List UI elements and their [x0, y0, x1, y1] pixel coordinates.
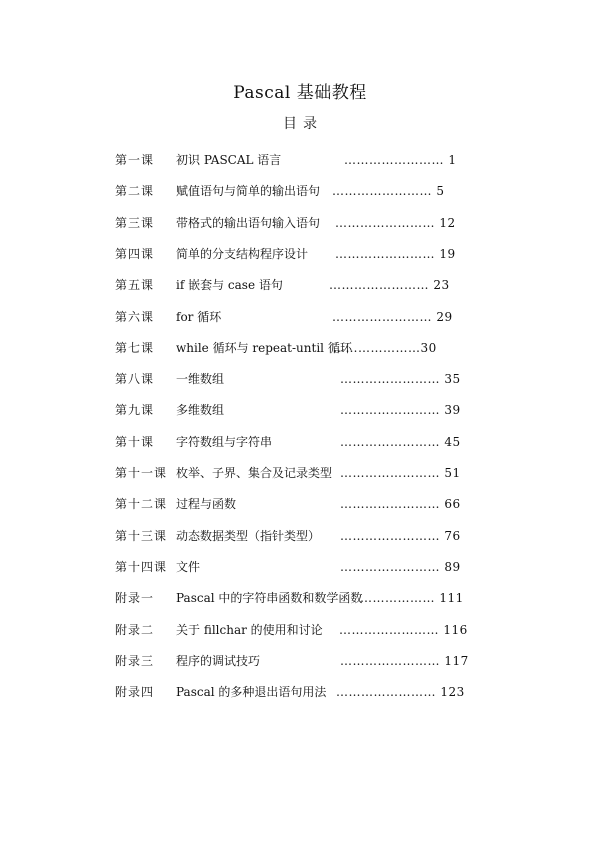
toc-entry-leader-and-page — [339, 620, 468, 640]
toc-entry-leader-and-page — [340, 526, 461, 546]
toc-entry-lesson: 附录三 — [115, 653, 155, 668]
toc-entry-lesson: 第十二课 — [115, 497, 168, 512]
toc-entry-leader: …………………… — [340, 653, 440, 668]
toc-entry — [0, 400, 600, 420]
toc-entry — [0, 244, 600, 264]
toc-entry-page-number: 117 — [444, 653, 469, 668]
toc-entry — [0, 494, 600, 514]
toc-entry-lesson: 第十三课 — [115, 528, 168, 543]
toc-entry-page-number: 116 — [443, 622, 468, 637]
toc-entry-topic: 字符数组与字符串 — [176, 434, 273, 449]
toc-entry-leader-and-page — [336, 682, 465, 702]
toc-entry-lesson: 附录二 — [115, 622, 155, 637]
toc-entry-leader: …………………… — [332, 309, 432, 324]
toc-entry-leader: …………………… — [339, 622, 439, 637]
toc-entry — [0, 682, 600, 702]
toc-entry-leader: …………………… — [340, 497, 440, 512]
toc-entry-topic: 动态数据类型（指针类型） — [176, 528, 321, 543]
toc-entry-lesson: 第九课 — [115, 403, 155, 418]
toc-entry-lesson: 第三课 — [115, 215, 155, 230]
toc-entry — [0, 526, 600, 546]
toc-entry-leader-and-page — [333, 338, 437, 358]
toc-entry-topic: Pascal 的多种退出语句用法 — [176, 685, 327, 700]
toc-entry-leader: …………………… — [329, 278, 429, 293]
toc-entry-topic: 简单的分支结构程序设计 — [176, 246, 309, 261]
toc-entry-leader-and-page — [340, 463, 461, 483]
toc-entry-topic: 过程与函数 — [176, 497, 237, 512]
toc-entry-leader-and-page — [340, 432, 461, 452]
toc-entry-page-number: 45 — [444, 434, 461, 449]
toc-entry-page-number: 76 — [444, 528, 461, 543]
toc-entry-lesson: 第十课 — [115, 434, 155, 449]
toc-entry-page-number: 35 — [444, 372, 461, 387]
toc-entry-topic: while 循环与 repeat-until 循环 — [176, 340, 352, 355]
toc-entry-topic: Pascal 中的字符串函数和数学函数 — [176, 591, 363, 606]
toc-entry — [0, 213, 600, 233]
toc-entry-topic: 关于 fillchar 的使用和讨论 — [176, 622, 323, 637]
toc-entry-lesson: 第十一课 — [115, 466, 168, 480]
toc-entry-leader-and-page — [340, 400, 461, 420]
toc-entry-lesson: 附录四 — [115, 685, 155, 700]
toc-entry-leader: …………………… — [340, 434, 440, 449]
toc-entry-leader-and-page — [329, 275, 450, 295]
toc-entry-leader: ………………… — [333, 340, 421, 355]
toc-entry-leader-and-page — [340, 369, 461, 389]
toc-entry-page-number: 39 — [444, 403, 461, 418]
toc-entry-lesson: 第八课 — [115, 372, 155, 387]
toc-entry-page-number: 1 — [448, 153, 457, 167]
toc-entry-leader-and-page — [332, 307, 453, 327]
toc-entry — [0, 651, 600, 671]
toc-entry-lesson: 第五课 — [115, 278, 155, 293]
toc-entry-topic: 文件 — [176, 559, 201, 574]
toc-entry — [0, 588, 600, 608]
toc-entry-leader: …………………… — [340, 403, 440, 418]
toc-entry-lesson: 第十四课 — [115, 559, 168, 574]
toc-entry-page-number: 5 — [436, 184, 445, 199]
toc-entry-page-number: 66 — [444, 497, 461, 512]
toc-entry-topic: 一维数组 — [176, 372, 225, 387]
toc-entry-leader: …………………… — [340, 466, 440, 480]
toc-heading: 目录 — [283, 116, 323, 132]
toc-entry — [0, 150, 600, 170]
toc-entry-lesson: 第七课 — [115, 340, 155, 355]
toc-entry-page-number: 51 — [444, 466, 461, 480]
toc-entry-topic: 带格式的输出语句输入语句 — [176, 215, 321, 230]
toc-entry-leader: ……………… — [360, 591, 435, 606]
toc-entry — [0, 275, 600, 295]
toc-entry-leader: …………………… — [340, 372, 440, 387]
toc-entry-page-number: 111 — [439, 591, 464, 606]
toc-entry-leader: …………………… — [335, 246, 435, 261]
toc-entry — [0, 620, 600, 640]
toc-entry-leader: …………………… — [332, 184, 432, 199]
toc-entry-topic: 多维数组 — [176, 403, 225, 418]
toc-entry-topic: for 循环 — [176, 309, 222, 324]
toc-entry-lesson: 附录一 — [115, 591, 155, 606]
toc-entry-leader: …………………… — [340, 528, 440, 543]
toc-entry-topic: 程序的调试技巧 — [176, 653, 261, 668]
toc-entry-leader-and-page — [360, 588, 464, 608]
toc-entry-lesson: 第二课 — [115, 184, 155, 199]
document-title: Pascal 基础教程 — [233, 83, 367, 103]
toc-entry-page-number: 23 — [433, 278, 450, 293]
toc-entry-leader: …………………… — [335, 215, 435, 230]
toc-entry-lesson: 第一课 — [115, 153, 155, 167]
toc-entry — [0, 338, 600, 358]
toc-entry-page-number: 30 — [420, 340, 437, 355]
toc-entry-lesson: 第四课 — [115, 246, 155, 261]
toc-entry-topic: 初识 PASCAL 语言 — [176, 153, 282, 167]
toc-entry-page-number: 29 — [436, 309, 453, 324]
toc-entry-leader-and-page — [335, 244, 456, 264]
toc-entry-leader: …………………… — [344, 153, 444, 167]
toc-entry — [0, 307, 600, 327]
toc-entry-page-number: 19 — [439, 246, 456, 261]
toc-entry-lesson: 第六课 — [115, 309, 155, 324]
toc-entry-leader: …………………… — [336, 685, 436, 700]
toc-entry-page-number: 123 — [440, 685, 465, 700]
toc-entry-leader-and-page — [340, 651, 469, 671]
toc-entry — [0, 181, 600, 201]
toc-entry — [0, 463, 600, 483]
toc-entry — [0, 432, 600, 452]
toc-entry-page-number: 89 — [444, 559, 461, 574]
toc-entry-topic: 枚举、子界、集合及记录类型 — [176, 466, 333, 480]
toc-entry-page-number: 12 — [439, 215, 456, 230]
toc-entry-leader-and-page — [335, 213, 456, 233]
toc-entry — [0, 557, 600, 577]
toc-entry-leader-and-page — [332, 181, 444, 201]
toc-entry-leader-and-page — [340, 494, 461, 514]
toc-entry — [0, 369, 600, 389]
toc-entry-leader-and-page — [340, 557, 461, 577]
toc-entry-leader-and-page — [344, 150, 456, 170]
toc-entry-topic: if 嵌套与 case 语句 — [176, 278, 283, 293]
toc-entry-leader: …………………… — [340, 559, 440, 574]
toc-entry-topic: 赋值语句与简单的输出语句 — [176, 184, 321, 199]
